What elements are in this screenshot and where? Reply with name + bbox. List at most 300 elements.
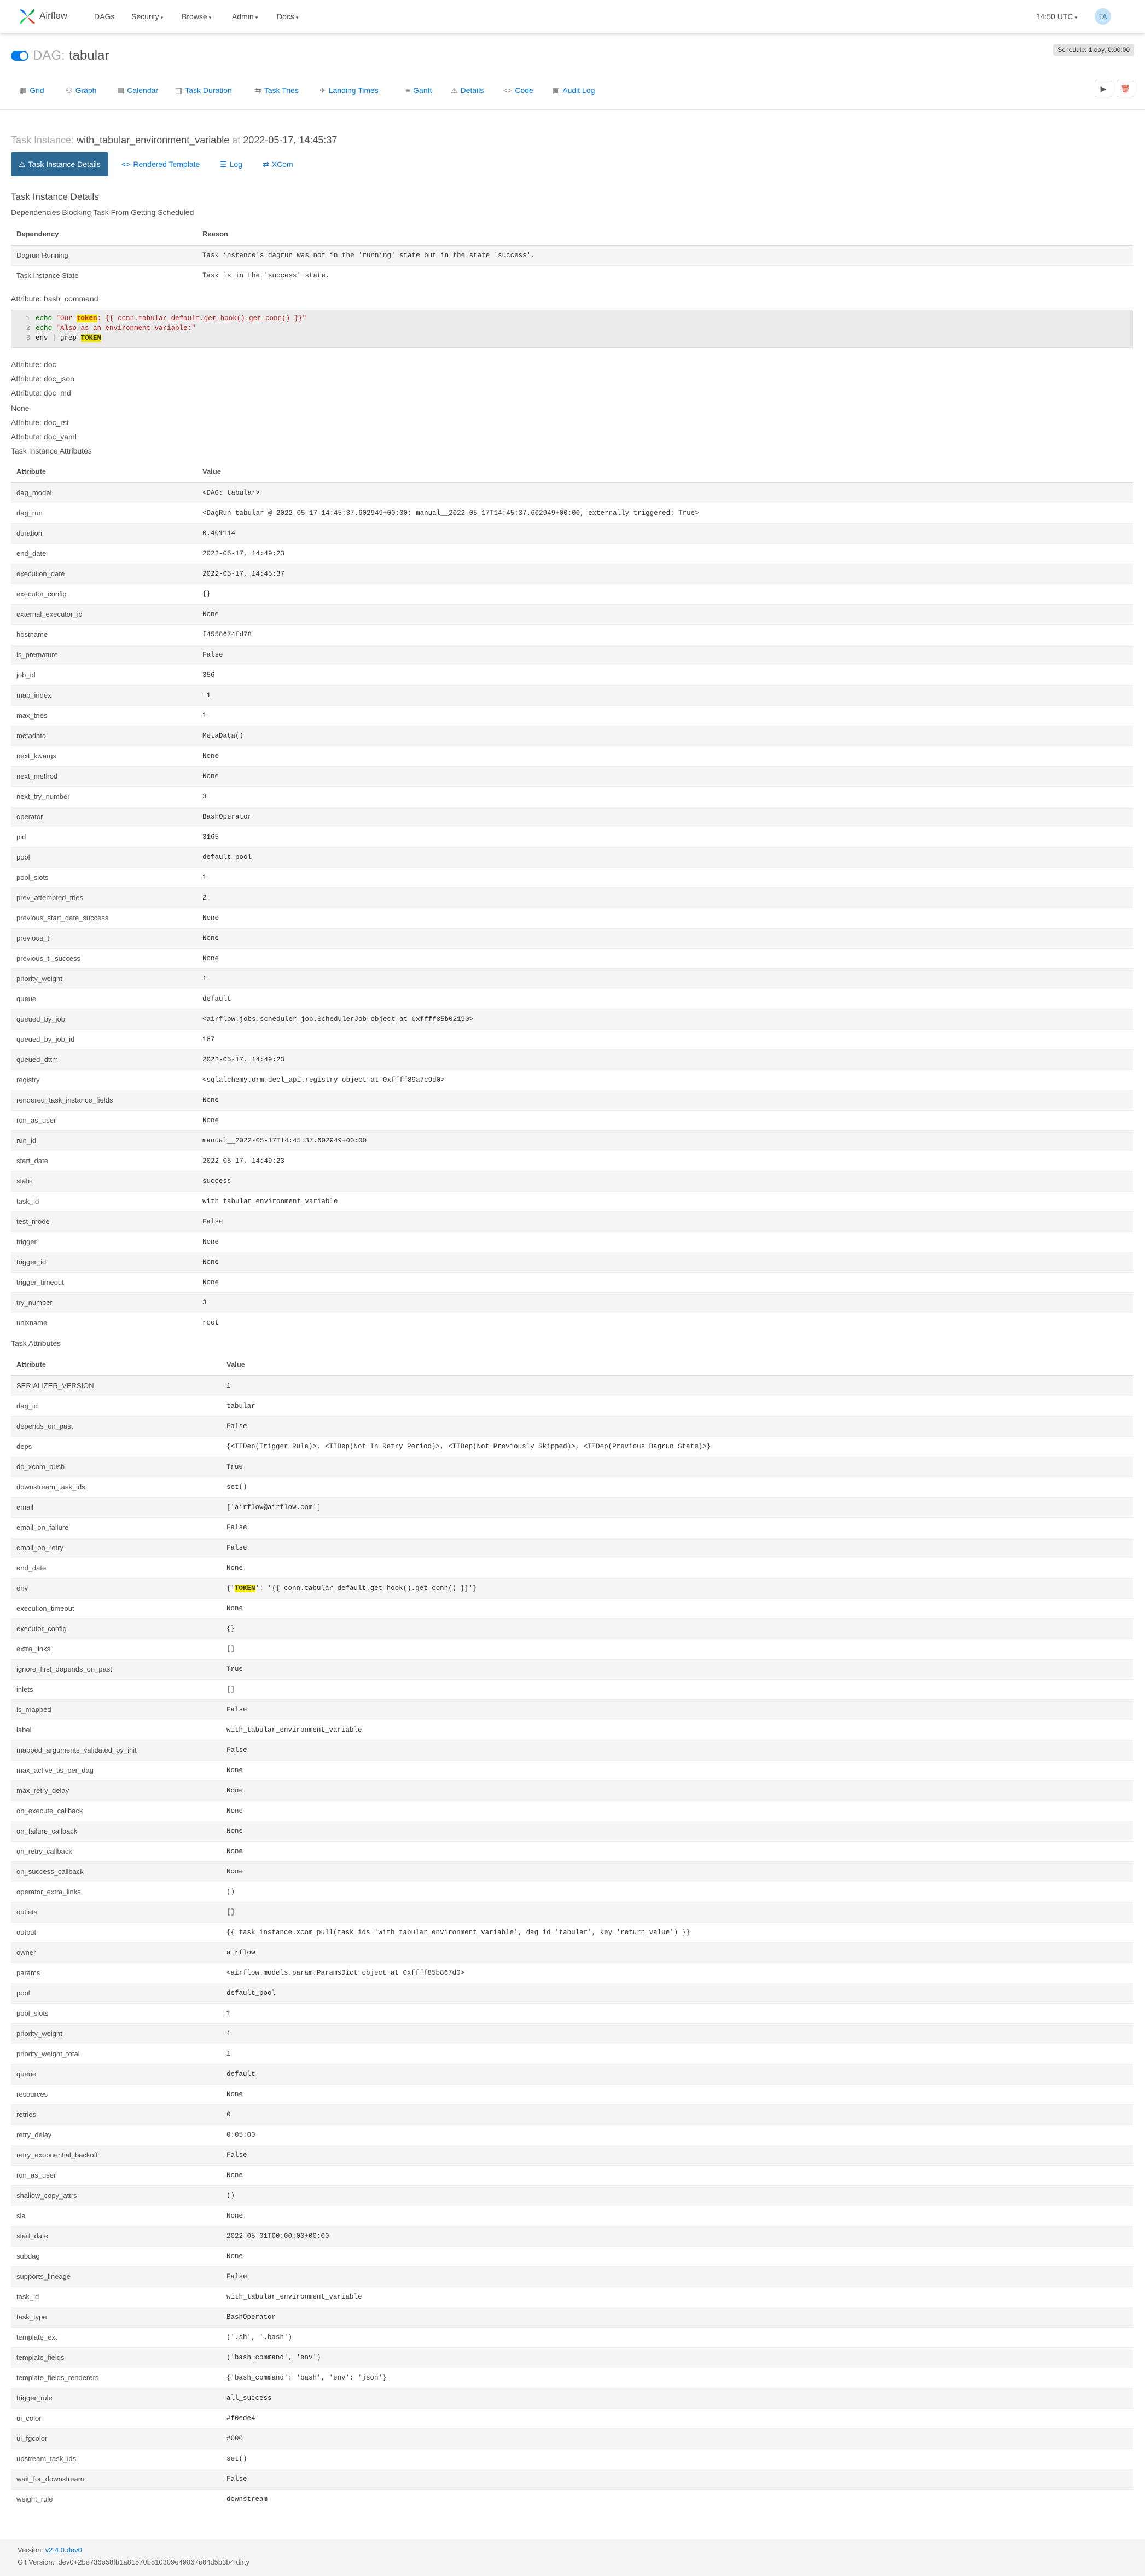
code-text: | grep [52,334,81,342]
table-row [11,1801,1133,1821]
attribute-name: downstream_task_ids [11,1477,221,1497]
attribute-name: queued_by_job [11,1009,197,1029]
table-row [11,786,1133,807]
attribute-value: 1 [221,2003,1133,2023]
version-label: Version: [18,2546,43,2554]
attribute-value: default [197,989,1133,1009]
attribute-value: None [197,948,1133,968]
table-row [11,245,1133,265]
search-highlight: TOKEN [235,1584,255,1592]
table-row [11,1882,1133,1902]
attribute-value: {} [197,584,1133,604]
table-row [11,2368,1133,2388]
attribute-name: sla [11,2206,221,2226]
attribute-name: end_date [11,543,197,564]
column-header: Attribute [11,461,197,483]
dependency-name: Task Instance State [11,265,197,286]
attribute-value: default [221,2064,1133,2084]
ti-date: 2022-05-17, 14:45:37 [243,135,338,146]
attribute-value: [] [221,1902,1133,1922]
git-version-label: Git Version: [18,2558,55,2566]
table-row [11,1457,1133,1477]
table-row [11,1292,1133,1313]
table-row [11,2428,1133,2449]
attribute-value: {{ task_instance.xcom_pull(task_ids='with_tabular_environment_variable', dag_id='tabular', key='return_value') }} [221,1922,1133,1942]
attribute-name: email_on_failure [11,1517,221,1538]
tab-graph-label: Graph [75,86,97,95]
attribute-value: ('.sh', '.bash') [221,2327,1133,2347]
attribute-name: trigger [11,1232,197,1252]
column-header: Attribute [11,1354,221,1376]
grid-icon: ▦ [20,86,27,95]
tab-label: Log [229,160,242,169]
delete-dag-button[interactable] [1117,80,1134,97]
attribute-value: None [197,604,1133,624]
airflow-logo-icon[interactable] [18,7,37,26]
attribute-value: None [197,1272,1133,1292]
code-line [11,314,1132,323]
table-row [11,2347,1133,2368]
attribute-value: MetaData() [197,726,1133,746]
bash-command-code [11,310,1133,348]
version-link[interactable]: v2.4.0.dev0 [45,2546,82,2554]
attribute-value: False [221,1740,1133,1760]
attribute-name: trigger_rule [11,2388,221,2408]
attribute-doc-md-value: None [11,404,30,413]
tab-graph[interactable] [66,82,96,98]
column-header: Value [221,1354,1133,1376]
table-row [11,2044,1133,2064]
attribute-value: 187 [197,1029,1133,1049]
nav-dags[interactable] [94,12,114,21]
table-row [11,2023,1133,2044]
code-string: "Also as an environment variable:" [56,324,196,332]
ti-at: at [232,135,241,146]
table-row [11,1497,1133,1517]
attribute-value: 1 [197,705,1133,726]
attribute-value: f4558674fd78 [197,624,1133,645]
attribute-name: on_execute_callback [11,1801,221,1821]
table-row [11,2104,1133,2125]
attribute-value: ('bash_command', 'env') [221,2347,1133,2368]
section-title: Task Instance Details [11,192,99,202]
chevron-down-icon: ▾ [255,15,258,20]
attribute-name: template_fields [11,2347,221,2368]
attribute-name: template_ext [11,2327,221,2347]
table-row [11,948,1133,968]
dependencies-table [11,223,1133,286]
code-command: env [36,334,48,342]
attribute-value: True [221,1659,1133,1679]
attribute-value: <DagRun tabular @ 2022-05-17 14:45:37.602949+00:00: manual__2022-05-17T14:45:37.602949+00:00, externally triggered: True> [197,503,1133,523]
table-row [11,1396,1133,1416]
play-icon: ▶ [1100,84,1107,93]
table-row [11,1252,1133,1272]
trash-icon: 🗑 [1120,84,1130,93]
nav-security[interactable] [131,12,163,21]
attribute-name: on_failure_callback [11,1821,221,1841]
attribute-name: queued_by_job_id [11,1029,197,1049]
table-row [11,1110,1133,1130]
divider [0,109,1145,110]
attribute-value: {'bash_command': 'bash', 'env': 'json'} [221,2368,1133,2388]
table-row [11,726,1133,746]
nav-docs-label: Docs [277,12,294,21]
attribute-value: downstream [221,2489,1133,2509]
attribute-name: registry [11,1070,197,1090]
attribute-name: priority_weight [11,2023,221,2044]
attribute-value: None [197,746,1133,766]
table-row [11,1232,1133,1252]
ti-task-id: with_tabular_environment_variable [77,135,230,146]
attribute-name: on_success_callback [11,1861,221,1882]
task-duration-icon: ▥ [175,86,183,95]
section-subtitle: Dependencies Blocking Task From Getting Scheduled [11,208,194,217]
attribute-value: None [221,1558,1133,1578]
tab-code-label: Code [515,86,533,95]
attribute-value: None [221,1780,1133,1801]
nav-admin[interactable] [232,12,258,21]
table-row [11,2266,1133,2287]
task-instance-title [11,135,337,146]
table-row [11,645,1133,665]
attribute-name: pool [11,1983,221,2003]
footer [0,2539,1145,2576]
table-row [11,968,1133,989]
attribute-value: all_success [221,2388,1133,2408]
pause-toggle[interactable] [11,51,28,61]
task-tries-icon: ⇆ [255,86,261,95]
attribute-name: next_method [11,766,197,786]
table-row [11,665,1133,685]
attribute-name: previous_ti_success [11,948,197,968]
landing-times-icon: ✈ [319,86,326,95]
attribute-value: tabular [221,1396,1133,1416]
attribute-value: None [197,928,1133,948]
attribute-name: email [11,1497,221,1517]
attribute-value: 0.401114 [197,523,1133,543]
table-row [11,1861,1133,1882]
attribute-value: None [197,1090,1133,1110]
attribute-value: None [221,1801,1133,1821]
attribute-name: ui_fgcolor [11,2428,221,2449]
xcom-icon: ⇄ [263,160,269,169]
attribute-name: execution_timeout [11,1598,221,1618]
attribute-name: shallow_copy_attrs [11,2185,221,2206]
table-row [11,1780,1133,1801]
attribute-value: 1 [221,2044,1133,2064]
attribute-name: run_as_user [11,1110,197,1130]
attribute-value: () [221,2185,1133,2206]
tab-landing-times-label: Landing Times [328,86,379,95]
task-attributes-table [11,1354,1133,2509]
attribute-value: 3 [197,1292,1133,1313]
attribute-value: True [221,1457,1133,1477]
tab-rendered-template[interactable] [121,152,200,176]
table-row [11,483,1133,503]
attribute-name: trigger_id [11,1252,197,1272]
attribute-name: wait_for_downstream [11,2469,221,2489]
attribute-value: None [221,2084,1133,2104]
tab-gantt[interactable] [406,82,432,98]
attribute-name: do_xcom_push [11,1457,221,1477]
table-row [11,543,1133,564]
attribute-value: None [221,1861,1133,1882]
dependency-reason: Task instance's dagrun was not in the 'running' state but in the state 'success'. [197,245,1133,265]
graph-icon: ⚇ [66,86,73,95]
table-row [11,2226,1133,2246]
table-row [11,1009,1133,1029]
attribute-value: with_tabular_environment_variable [197,1191,1133,1211]
attribute-name: deps [11,1436,221,1457]
table-row [11,2449,1133,2469]
attribute-value: False [221,1517,1133,1538]
attribute-name: output [11,1922,221,1942]
attribute-name: dag_model [11,483,197,503]
attribute-value: False [221,2145,1133,2165]
attribute-name: previous_start_date_success [11,908,197,928]
chevron-down-icon: ▾ [295,15,299,20]
code-line [11,333,1132,343]
table-row [11,1436,1133,1457]
table-row [11,989,1133,1009]
attribute-name: pool_slots [11,867,197,887]
attribute-value: None [197,1232,1133,1252]
attribute-doc-rst-label: Attribute: doc_rst [11,418,69,427]
nav-admin-label: Admin [232,12,254,21]
tab-details[interactable] [451,82,484,98]
attribute-name: on_retry_callback [11,1841,221,1861]
tab-xcom[interactable] [263,152,293,176]
attribute-value: <airflow.jobs.scheduler_job.SchedulerJob object at 0xffff85b02190> [197,1009,1133,1029]
attribute-name: next_kwargs [11,746,197,766]
attribute-value: False [197,1211,1133,1232]
table-row [11,887,1133,908]
user-avatar[interactable]: TA [1095,8,1111,25]
code-string: : {{ conn.tabular_default.get_hook().get_conn() }}" [97,315,307,322]
table-row [11,2084,1133,2104]
dependency-name: Dagrun Running [11,245,197,265]
table-row [11,1517,1133,1538]
table-row [11,1313,1133,1333]
attribute-value: 3165 [197,827,1133,847]
attribute-name: executor_config [11,584,197,604]
attribute-value: 2022-05-17, 14:49:23 [197,1049,1133,1070]
attribute-value: False [221,2469,1133,2489]
attribute-name: test_mode [11,1211,197,1232]
nav-dags-label: DAGs [94,12,115,21]
table-row [11,1151,1133,1171]
audit-log-icon: ▣ [553,86,560,95]
tab-gantt-label: Gantt [413,86,432,95]
attribute-value: #000 [221,2428,1133,2449]
tab-calendar[interactable] [117,82,158,98]
attribute-value: None [197,766,1133,786]
attribute-value: airflow [221,1942,1133,1963]
table-row [11,604,1133,624]
table-row [11,2185,1133,2206]
bash-command-label: Attribute: bash_command [11,294,98,303]
tab-grid[interactable] [20,82,44,98]
table-row [11,1922,1133,1942]
table-row [11,2469,1133,2489]
attribute-value: success [197,1171,1133,1191]
attribute-value: 2022-05-01T00:00:00+00:00 [221,2226,1133,2246]
attribute-name: ignore_first_depends_on_past [11,1659,221,1679]
attribute-name: depends_on_past [11,1416,221,1436]
attribute-name: operator [11,807,197,827]
line-number: 2 [26,324,30,332]
navbar [0,0,1145,33]
table-row [11,908,1133,928]
attribute-value: default_pool [221,1983,1133,2003]
attribute-value: {} [221,1618,1133,1639]
attribute-value: [] [221,1639,1133,1659]
code-command: echo [36,315,53,322]
attribute-name: run_as_user [11,2165,221,2185]
attribute-value: 1 [221,2023,1133,2044]
nav-browse[interactable] [182,12,211,21]
attribute-name: params [11,1963,221,1983]
ti-label: Task Instance: [11,135,74,146]
table-row [11,1983,1133,2003]
attribute-value: root [197,1313,1133,1333]
attribute-value: None [197,908,1133,928]
attribute-value: {<TIDep(Trigger Rule)>, <TIDep(Not In Retry Period)>, <TIDep(Not Previously Skipped)>, <TIDep(Previous Dagrun State)>} [221,1436,1133,1457]
attribute-value: manual__2022-05-17T14:45:37.602949+00:00 [197,1130,1133,1151]
tab-task-duration[interactable] [175,82,232,98]
trigger-dag-button[interactable] [1095,80,1112,97]
attribute-name: env [11,1578,221,1598]
attribute-name: executor_config [11,1618,221,1639]
attribute-value: 1 [197,867,1133,887]
table-row [11,1171,1133,1191]
table-row [11,1659,1133,1679]
attribute-name: queue [11,2064,221,2084]
nav-docs[interactable] [277,12,298,21]
brand-name[interactable]: Airflow [39,10,68,21]
attribute-name: rendered_task_instance_fields [11,1090,197,1110]
attribute-doc-yaml-label: Attribute: doc_yaml [11,432,77,441]
code-line [11,323,1132,333]
attribute-value: -1 [197,685,1133,705]
attribute-doc-json-label: Attribute: doc_json [11,374,74,383]
chevron-down-icon: ▾ [160,15,164,20]
table-row [11,1558,1133,1578]
table-row [11,1130,1133,1151]
table-row [11,685,1133,705]
code-highlight: TOKEN [80,334,102,342]
tab-audit-log[interactable] [553,82,595,98]
tab-audit-log-label: Audit Log [562,86,595,95]
attribute-name: run_id [11,1130,197,1151]
attribute-name: subdag [11,2246,221,2266]
attribute-value: None [221,2206,1133,2226]
git-version-value: .dev0+2be736e58fb1a81570b810309e49867e84d5b3b4.dirty [56,2558,249,2566]
table-row [11,523,1133,543]
attribute-name: owner [11,1942,221,1963]
attribute-value: ['airflow@airflow.com'] [221,1497,1133,1517]
table-row [11,1699,1133,1720]
calendar-icon: ▤ [117,86,125,95]
chevron-down-icon: ▾ [208,15,212,20]
attribute-name: metadata [11,726,197,746]
footer-version [18,2546,82,2554]
attribute-name: next_try_number [11,786,197,807]
attribute-name: email_on_retry [11,1538,221,1558]
line-number: 1 [26,315,30,322]
attribute-name: map_index [11,685,197,705]
attribute-name: previous_ti [11,928,197,948]
table-row [11,1538,1133,1558]
attribute-value: <DAG: tabular> [197,483,1133,503]
code-string: "Our [56,315,77,322]
dag-title[interactable]: tabular [69,48,109,63]
attribute-name: retries [11,2104,221,2125]
tab-grid-label: Grid [30,86,44,95]
tab-code[interactable] [503,82,533,98]
nav-security-label: Security [131,12,159,21]
attribute-name: priority_weight [11,968,197,989]
attribute-name: queue [11,989,197,1009]
tab-task-tries[interactable] [255,82,299,98]
tab-label: Task Instance Details [28,160,101,169]
attribute-value: set() [221,2449,1133,2469]
attribute-value: None [221,2246,1133,2266]
attribute-name: upstream_task_ids [11,2449,221,2469]
attribute-value: 0 [221,2104,1133,2125]
code-icon: <> [121,160,131,169]
schedule-badge: Schedule: 1 day, 0:00:00 [1053,44,1134,56]
table-row [11,1679,1133,1699]
table-row [11,503,1133,523]
attribute-doc-label: Attribute: doc [11,360,56,369]
column-header: Value [197,461,1133,483]
attribute-name: resources [11,2084,221,2104]
table-row [11,2003,1133,2023]
column-header: Dependency [11,223,197,245]
attribute-name: weight_rule [11,2489,221,2509]
tab-log[interactable] [220,152,242,176]
code-command: echo [36,324,53,332]
tab-label: XCom [271,160,293,169]
attribute-name: is_premature [11,645,197,665]
attribute-value: False [197,645,1133,665]
attribute-name: priority_weight_total [11,2044,221,2064]
attribute-name: task_id [11,1191,197,1211]
attribute-name: inlets [11,1679,221,1699]
attribute-name: start_date [11,2226,221,2246]
timezone-clock[interactable] [1036,12,1077,21]
tab-task-instance-details[interactable] [11,152,108,176]
attribute-name: ui_color [11,2408,221,2428]
table-row [11,1963,1133,1983]
table-row [11,847,1133,867]
dependency-reason: Task is in the 'success' state. [197,265,1133,286]
attribute-name: task_id [11,2287,221,2307]
tab-details-label: Details [460,86,484,95]
table-row [11,2145,1133,2165]
table-row [11,1902,1133,1922]
table-row [11,1211,1133,1232]
table-row [11,1740,1133,1760]
table-row [11,1191,1133,1211]
table-row [11,2206,1133,2226]
column-header: Reason [197,223,1133,245]
attribute-name: template_fields_renderers [11,2368,221,2388]
tab-landing-times[interactable] [319,82,379,98]
dag-prefix: DAG: [33,48,65,63]
